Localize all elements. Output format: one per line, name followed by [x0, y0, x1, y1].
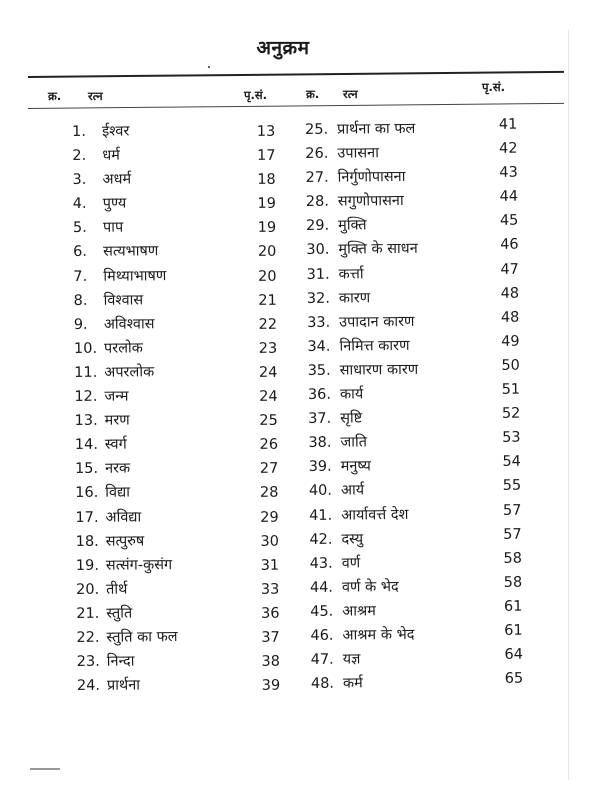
entry-page-number: 57: [502, 502, 522, 519]
toc-entry: [306, 237, 486, 263]
entry-page-number: 30: [260, 533, 279, 550]
entry-title: आश्रम के भेद: [342, 626, 415, 644]
toc-entry: [74, 335, 274, 361]
toc-entry: [75, 456, 275, 482]
entry-title: विद्या: [105, 484, 131, 502]
entry-number: 8.: [73, 292, 88, 309]
toc-entry: [76, 600, 276, 626]
entry-title: मनुष्य: [340, 458, 372, 475]
entry-page-number: 38: [261, 653, 281, 670]
toc-entry: [76, 528, 276, 554]
entry-number: 32.: [306, 290, 331, 307]
toc-entry: [75, 504, 275, 530]
entry-page-number: 41: [498, 116, 518, 133]
entry-title: अविश्वास: [103, 316, 155, 333]
entry-page-number: 64: [504, 646, 523, 663]
entry-number: 5.: [72, 220, 87, 237]
entry-page-number: 39: [261, 677, 281, 695]
entry-title: पुण्य: [102, 195, 127, 213]
entry-page-number: 61: [504, 622, 523, 639]
entry-title: प्रार्थना का फल: [337, 120, 416, 138]
toc-entry: [309, 453, 489, 479]
entry-title: परलोक: [103, 340, 143, 357]
entry-number: 45.: [310, 603, 334, 620]
header-right-page: पृ.सं.: [482, 80, 506, 94]
entry-page-number: 46: [500, 237, 519, 254]
toc-entry: [73, 215, 273, 241]
header-top-rule: [28, 71, 564, 78]
entry-page-number: 33: [260, 581, 280, 598]
entry-title: अविद्या: [105, 508, 142, 526]
entry-number: 19.: [75, 557, 100, 574]
entry-number: 15.: [74, 461, 99, 478]
toc-entry: [73, 287, 273, 313]
entry-page-number: 37: [261, 629, 280, 646]
entry-page-number: 58: [503, 550, 522, 567]
entry-number: 34.: [307, 338, 331, 355]
entry-title: सत्पुरुष: [105, 532, 145, 550]
entry-title: साधारण कारण: [339, 361, 419, 379]
toc-entry: [310, 598, 490, 624]
entry-title: प्रार्थना: [106, 677, 141, 694]
entry-number: 7.: [73, 268, 88, 285]
entry-title: दस्यु: [341, 531, 364, 548]
entry-number: 40.: [308, 483, 333, 500]
entry-number: 31.: [306, 266, 330, 283]
entry-title: निर्गुणोपासना: [337, 169, 406, 186]
entry-number: 33.: [307, 314, 331, 331]
entry-page-number: 55: [502, 478, 522, 495]
header-left-name: रत्न: [88, 89, 103, 103]
entry-title: स्वर्ग: [104, 436, 127, 453]
entry-title: जन्म: [104, 388, 129, 405]
toc-entry: [72, 118, 272, 144]
toc-entry: [305, 116, 485, 142]
entry-title: आश्रम: [342, 603, 377, 620]
entry-number: 6.: [73, 244, 88, 261]
entry-number: 47.: [310, 651, 334, 669]
entry-page-number: 48: [500, 309, 520, 326]
entry-page-number: 22: [258, 316, 278, 333]
entry-title: सृष्टि: [340, 410, 363, 427]
entry-title: स्तुति का फल: [106, 629, 178, 646]
entry-title: कर्त्ता: [338, 265, 364, 283]
toc-entry: [308, 357, 488, 383]
entry-page-number: 29: [260, 509, 279, 526]
entry-page-number: 18: [257, 171, 276, 189]
entry-number: 28.: [305, 194, 330, 211]
page-edge: [568, 30, 569, 780]
entry-page-number: 48: [500, 285, 520, 302]
entry-title: मुक्ति के साधन: [338, 241, 418, 259]
entry-page-number: 52: [501, 405, 521, 422]
entry-title: अपरलोक: [104, 364, 155, 381]
entry-page-number: 42: [499, 140, 518, 157]
entry-page-number: 65: [504, 670, 524, 688]
toc-entry: [75, 480, 275, 506]
entry-title: कार्य: [339, 386, 364, 403]
entry-title: उपादान कारण: [339, 313, 415, 331]
entry-title: विश्वास: [103, 292, 144, 309]
entry-title: आर्य: [340, 482, 365, 500]
toc-entry: [74, 311, 274, 337]
entry-title: नरक: [104, 460, 131, 478]
entry-title: धर्म: [102, 147, 120, 164]
toc-entry: [77, 672, 277, 698]
entry-page-number: 24: [259, 388, 278, 405]
header-left-page: पृ.सं.: [244, 88, 268, 102]
entry-number: 46.: [310, 627, 334, 644]
entry-page-number: 51: [501, 381, 521, 398]
entry-number: 35.: [307, 362, 331, 379]
toc-entry: [308, 381, 488, 407]
entry-page-number: 19: [257, 220, 277, 237]
entry-title: पाप: [102, 219, 124, 237]
entry-number: 3.: [72, 172, 87, 189]
left-pages-column: [246, 120, 291, 699]
toc-entry: [74, 359, 274, 385]
toc-entry: [72, 166, 272, 192]
entry-number: 14.: [74, 437, 98, 454]
entry-title: स्तुति: [106, 605, 133, 622]
header-bottom-rule: [28, 103, 564, 109]
entry-page-number: 45: [499, 213, 519, 230]
entry-title: कर्म: [342, 675, 363, 692]
entry-number: 2.: [72, 147, 87, 165]
entry-number: 1.: [72, 123, 87, 140]
entry-number: 20.: [76, 581, 100, 598]
bottom-mark: [30, 768, 60, 770]
toc-entry: [74, 383, 274, 409]
entry-title: निमित्त कारण: [339, 337, 410, 355]
entry-number: 16.: [75, 485, 99, 502]
entry-number: 23.: [76, 653, 100, 671]
entry-page-number: 20: [257, 244, 277, 261]
toc-entry: [310, 574, 490, 600]
toc-entry: [308, 429, 488, 455]
entry-page-number: 61: [503, 598, 523, 615]
toc-entry: [306, 164, 486, 190]
entry-number: 26.: [305, 145, 329, 163]
entry-page-number: 53: [502, 429, 521, 447]
ink-speck: [208, 66, 210, 68]
entry-number: 12.: [74, 388, 98, 406]
entry-number: 29.: [306, 218, 330, 235]
entry-page-number: 20: [258, 268, 277, 285]
entry-page-number: 44: [499, 188, 519, 206]
toc-entry: [310, 550, 490, 576]
toc-entry: [306, 212, 486, 238]
toc-entry: [309, 502, 489, 528]
entry-page-number: 47: [500, 261, 519, 278]
entry-title: निन्दा: [106, 653, 135, 670]
entry-number: 10.: [73, 340, 98, 357]
entry-number: 36.: [307, 386, 332, 404]
toc-entry: [305, 140, 485, 166]
entry-number: 48.: [310, 675, 335, 693]
toc-entry: [306, 188, 486, 214]
entry-page-number: 28: [259, 485, 279, 502]
right-entries-column: [305, 116, 491, 696]
right-pages-column: [488, 113, 534, 692]
entry-page-number: 27: [259, 461, 279, 478]
entry-page-number: 43: [499, 164, 518, 182]
toc-entry: [76, 624, 276, 650]
toc-entry: [309, 478, 489, 504]
header-right-name: रत्न: [343, 87, 358, 101]
entry-title: यज्ञ: [342, 651, 361, 668]
entry-number: 38.: [308, 434, 332, 452]
entry-title: उपासना: [337, 145, 380, 162]
toc-entry: [308, 405, 488, 431]
toc-entry: [76, 552, 276, 578]
header-right-sn: क्र.: [306, 87, 320, 101]
entry-number: 11.: [74, 364, 98, 381]
entry-title: अधर्म: [102, 171, 132, 188]
entry-number: 25.: [305, 121, 329, 138]
entry-page-number: 58: [503, 574, 523, 591]
entry-title: वर्ण के भेद: [341, 578, 399, 596]
entry-title: वर्ण: [341, 555, 361, 572]
entry-number: 18.: [75, 533, 99, 550]
page-title: अनुक्रम: [256, 37, 310, 59]
entry-page-number: 23: [258, 340, 278, 357]
entry-title: सत्संग-कुसंग: [105, 556, 173, 574]
entry-number: 9.: [73, 316, 88, 333]
entry-number: 4.: [72, 196, 87, 213]
entry-number: 43.: [309, 555, 333, 572]
toc-entry: [310, 622, 490, 648]
toc-entry: [307, 285, 487, 311]
entry-page-number: 24: [258, 364, 278, 381]
toc-entry: [73, 239, 273, 265]
entry-title: तीर्थ: [106, 581, 128, 598]
entry-number: 30.: [306, 242, 330, 259]
entry-page-number: 36: [261, 605, 280, 622]
toc-entry: [76, 576, 276, 602]
entry-title: आर्यावर्त्त देश: [341, 506, 409, 524]
entry-page-number: 50: [501, 357, 520, 374]
entry-number: 37.: [308, 410, 332, 428]
entry-number: 13.: [74, 412, 98, 430]
entry-number: 42.: [309, 531, 333, 548]
entry-title: मुक्ति: [338, 217, 367, 235]
entry-title: मिथ्याभाषण: [103, 267, 167, 285]
toc-entry: [307, 309, 487, 335]
entry-number: 24.: [76, 677, 101, 695]
entry-page-number: 54: [502, 453, 521, 471]
entry-page-number: 25: [259, 412, 278, 430]
toc-entry: [75, 407, 275, 433]
entry-number: 41.: [309, 507, 333, 524]
entry-number: 21.: [76, 605, 100, 622]
toc-entry: [307, 333, 487, 359]
entry-title: ईश्वर: [102, 123, 130, 140]
entry-title: सगुणोपासना: [337, 193, 404, 210]
toc-entry: [311, 670, 491, 696]
toc-entry: [73, 263, 273, 289]
entry-title: कारण: [338, 289, 371, 307]
entry-page-number: 26: [259, 436, 279, 454]
toc-entry: [75, 431, 275, 457]
entry-number: 27.: [305, 169, 329, 187]
entry-title: मरण: [104, 412, 130, 429]
entry-page-number: 57: [503, 526, 522, 543]
toc-entry: [73, 191, 273, 217]
entry-number: 44.: [309, 579, 334, 596]
entry-number: 17.: [75, 509, 99, 526]
toc-entry: [311, 646, 491, 672]
toc-entry: [72, 142, 272, 168]
toc-entry: [309, 526, 489, 552]
entry-number: 22.: [76, 629, 100, 646]
entry-page-number: 21: [258, 292, 277, 309]
entry-title: सत्यभाषण: [103, 243, 159, 261]
entry-page-number: 31: [260, 557, 280, 574]
entry-page-number: 17: [257, 147, 276, 164]
toc-entry: [77, 648, 277, 674]
entry-page-number: 49: [501, 333, 520, 350]
entry-page-number: 13: [256, 123, 276, 140]
toc-entry: [307, 261, 487, 287]
entry-number: 39.: [308, 459, 332, 476]
entry-title: जाति: [340, 434, 368, 451]
entry-page-number: 19: [257, 196, 277, 213]
header-left-sn: क्र.: [48, 89, 62, 103]
